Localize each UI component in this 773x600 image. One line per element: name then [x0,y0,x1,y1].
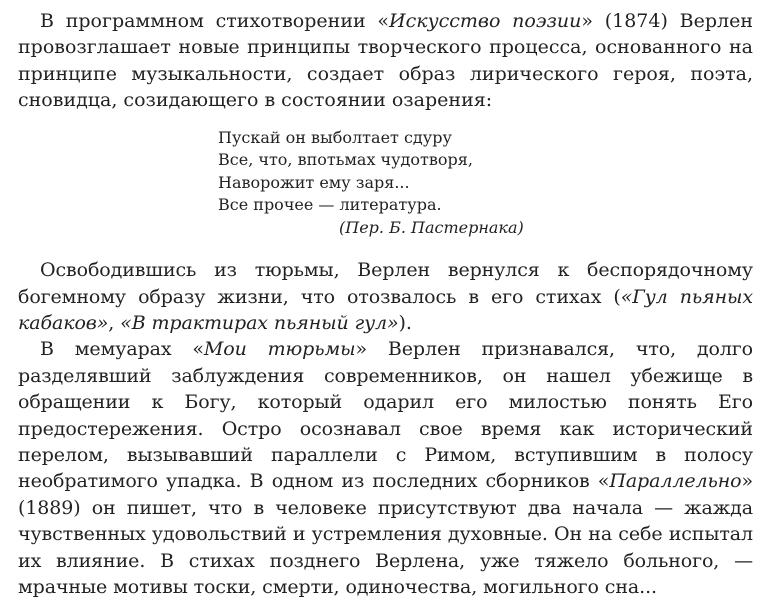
paragraph-intro [18,8,753,114]
book-title-parallelement: Параллельно [609,470,742,493]
paragraph-intro-text-cont: » (1874) Верлен провозглашает новые принципы творческого процесса, основанного на принципе музыкальности, создает образ лирического героя, поэта, сновидца, созидающего в состоянии озарения: [18,10,753,112]
paragraph-intro-text: В программном стихотворении « [40,10,390,32]
paragraph-memoirs [18,336,753,600]
poem-title-drunken-taverns: «Гул пьяных кабаков» [18,285,753,334]
separator-text: , [108,311,121,334]
paragraph-memoirs-text: В мемуарах « [40,338,204,361]
poem-quote [218,127,753,240]
paragraph-memoirs-text-cont: » Верлен признавался, что, долго разделявший заблуждения современников, он нашел убежище в обращении к Богу, который одарил его милостью понять Его предостережения. Остро осознавал свое время как исторический перелом, вызывавший параллели с Римом, вступившим в полосу необратимого упадка. В одном из последних сборников « [18,338,753,493]
book-title-my-prisons: Мои тюрьмы [203,338,356,361]
paragraph-release-end: ). [398,311,412,334]
poem-title-drunken-din: «В трактирах пьяный гул» [120,311,399,334]
paragraph-memoirs-end: » (1889) он пишет, что в человеке присутствуют два начала — жажда чувственных удовольствий и устремления духовные. Он на себе испытал их влияние. В стихах позднего Верлена, уже тяжело больного, — мрачные мотивы тоски, смерти, одиночества, могильного сна... [18,470,753,598]
paragraph-release-text: Освободившись из тюрьмы, Верлен вернулся к беспорядочному богемному образу жизни, что отозвалось в его стихах ( [18,259,753,308]
poem-line: Наворожит ему заря... [218,172,410,192]
poem-line: Все, что, впотьмах чудотворя, [218,150,473,170]
paragraph-release [18,257,753,336]
document-page [18,8,753,600]
poem-line: Пускай он выболтает сдуру [218,127,452,147]
poem-line: Все прочее — литература. [218,195,442,215]
section-spacer [18,239,753,257]
poem-title-art-of-poetry: Искусство поэзии [389,10,582,32]
translator-credit: (Пер. Б. Пастернака) [339,217,524,237]
